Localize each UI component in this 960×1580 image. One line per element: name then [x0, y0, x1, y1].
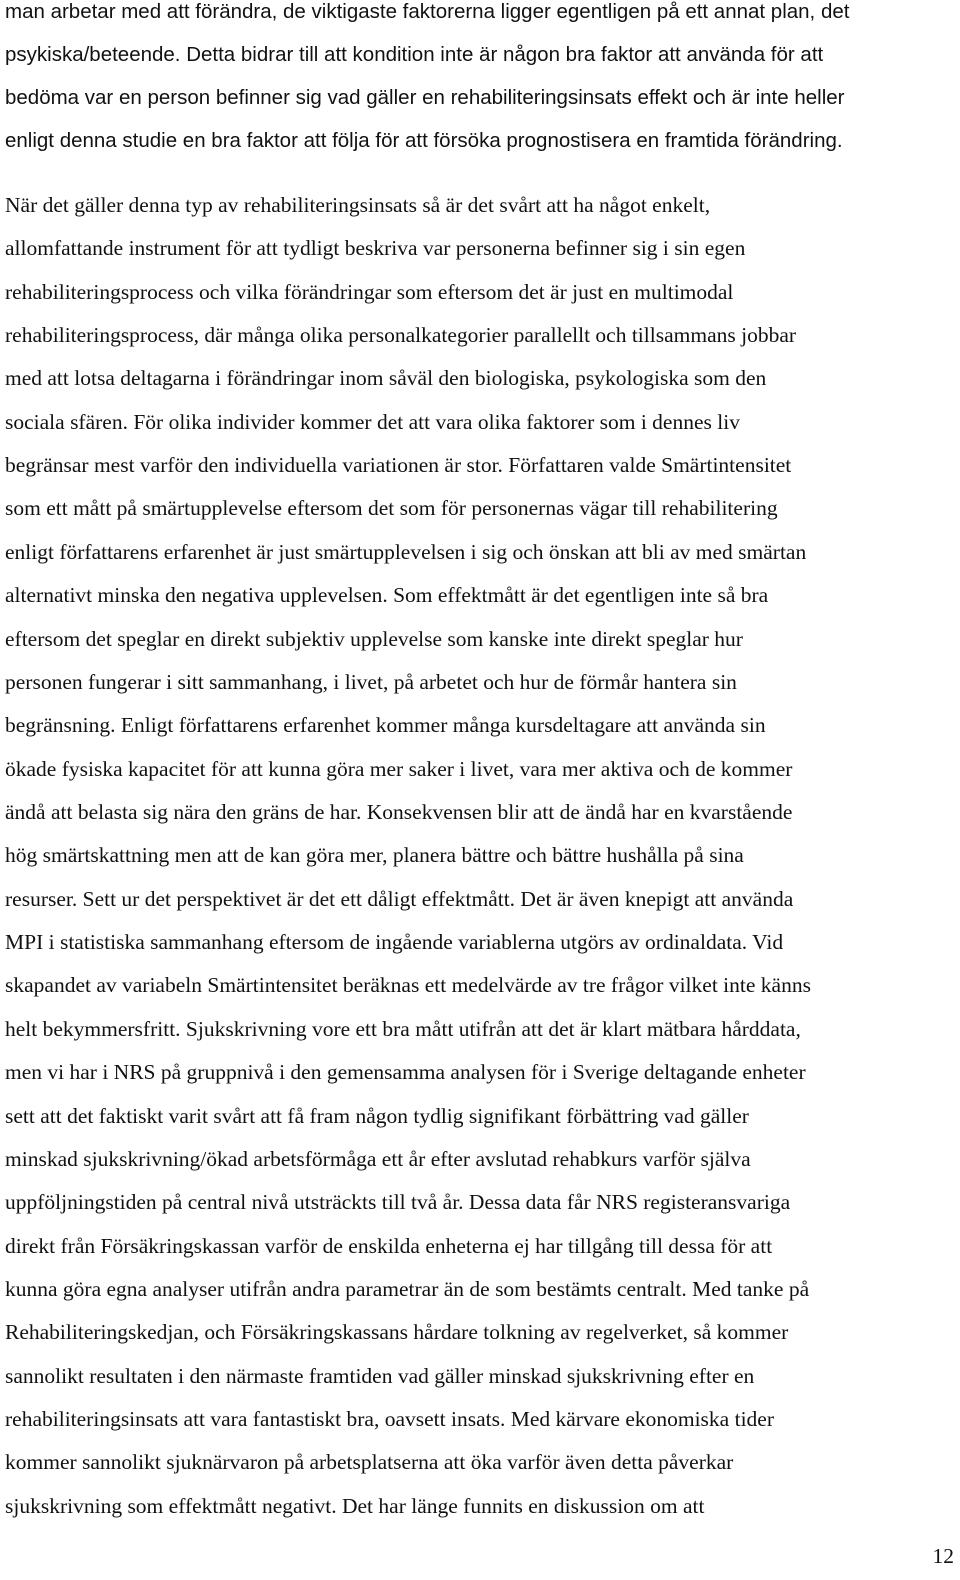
- text-line: som ett mått på smärtupplevelse eftersom det som för personernas vägar till rehabilitering: [5, 496, 778, 520]
- text-line: rehabiliteringsprocess, där många olika personalkategorier parallellt och tillsammans jobbar: [5, 323, 797, 347]
- text-line: kommer sannolikt sjuknärvaron på arbetsplatserna att öka varför även detta påverkar: [5, 1450, 734, 1474]
- text-line: skapandet av variabeln Smärtintensitet beräknas ett medelvärde av tre frågor vilket inte känns: [5, 973, 811, 997]
- text-line: rehabiliteringsinsats att vara fantastiskt bra, oavsett insats. Med kärvare ekonomiska tider: [5, 1407, 774, 1431]
- text-line: hög smärtskattning men att de kan göra mer, planera bättre och bättre hushålla på sina: [5, 843, 744, 867]
- text-line: Rehabiliteringskedjan, och Försäkringskassans hårdare tolkning av regelverket, så kommer: [5, 1320, 789, 1344]
- text-line: sjukskrivning som effektmått negativt. Det har länge funnits en diskussion om att: [5, 1494, 705, 1518]
- text-line: resurser. Sett ur det perspektivet är det ett dåligt effektmått. Det är även knepigt att använda: [5, 887, 794, 911]
- text-line: personen fungerar i sitt sammanhang, i livet, på arbetet och hur de förmår hantera sin: [5, 670, 737, 694]
- text-line: sannolikt resultaten i den närmaste framtiden vad gäller minskad sjukskrivning efter en: [5, 1364, 755, 1388]
- text-line: När det gäller denna typ av rehabiliteringsinsats så är det svårt att ha något enkelt,: [5, 193, 711, 217]
- text-line: sett att det faktiskt varit svårt att få fram någon tydlig signifikant förbättring vad gäller: [5, 1104, 749, 1128]
- text-line: eftersom det speglar en direkt subjektiv upplevelse som kanske inte direkt speglar hur: [5, 627, 743, 651]
- text-line: uppföljningstiden på central nivå utsträckts till två år. Dessa data får NRS registeransvariga: [5, 1190, 791, 1214]
- text-line: begränsning. Enligt författarens erfarenhet kommer många kursdeltagare att använda sin: [5, 713, 766, 737]
- text-line: enligt denna studie en bra faktor att följa för att försöka prognostisera en framtida förändring.: [5, 129, 843, 152]
- text-line: begränsar mest varför den individuella variationen är stor. Författaren valde Smärtintensitet: [5, 453, 792, 477]
- text-line: sociala sfären. För olika individer kommer det att vara olika faktorer som i dennes liv: [5, 410, 740, 434]
- text-line: alternativt minska den negativa upplevelsen. Som effektmått är det egentligen inte så bra: [5, 583, 769, 607]
- text-line: minskad sjukskrivning/ökad arbetsförmåga ett år efter avslutad rehabkurs varför själva: [5, 1147, 751, 1171]
- text-line: helt bekymmersfritt. Sjukskrivning vore ett bra mått utifrån att det är klart mätbara hårddata,: [5, 1017, 801, 1041]
- text-line: ändå att belasta sig nära den gräns de har. Konsekvensen blir att de ändå har en kvarstående: [5, 800, 793, 824]
- text-line: direkt från Försäkringskassan varför de enskilda enheterna ej har tillgång till dessa för att: [5, 1234, 773, 1258]
- text-line: bedöma var en person befinner sig vad gäller en rehabiliteringsinsats effekt och är inte heller: [5, 86, 845, 109]
- text-line: enligt författarens erfarenhet är just smärtupplevelsen i sig och önskan att bli av med smärtan: [5, 540, 807, 564]
- text-line: men vi har i NRS på gruppnivå i den gemensamma analysen för i Sverige deltagande enheter: [5, 1060, 806, 1084]
- text-line: rehabiliteringsprocess och vilka förändringar som eftersom det är just en multimodal: [5, 280, 734, 304]
- text-line: man arbetar med att förändra, de viktigaste faktorerna ligger egentligen på ett annat plan, det: [5, 0, 850, 23]
- text-line: ökade fysiska kapacitet för att kunna göra mer saker i livet, vara mer aktiva och de kommer: [5, 757, 793, 781]
- text-line: kunna göra egna analyser utifrån andra parametrar än de som bestämts centralt. Med tanke på: [5, 1277, 810, 1301]
- text-line: MPI i statistiska sammanhang eftersom de ingående variablerna utgörs av ordinaldata. Vid: [5, 930, 784, 954]
- text-line: allomfattande instrument för att tydligt beskriva var personerna befinner sig i sin egen: [5, 236, 746, 260]
- text-line: med att lotsa deltagarna i förändringar inom såväl den biologiska, psykologiska som den: [5, 366, 767, 390]
- page-number: 12: [932, 1544, 954, 1568]
- text-line: psykiska/beteende. Detta bidrar till att kondition inte är någon bra faktor att använda för att: [5, 43, 824, 66]
